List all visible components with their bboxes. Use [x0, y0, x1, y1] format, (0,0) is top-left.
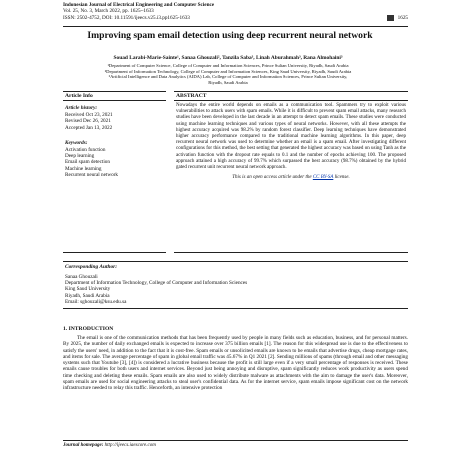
- license-link[interactable]: CC BY-SA: [312, 175, 334, 181]
- corresponding-univ: King Saud University: [65, 286, 111, 293]
- introduction-heading: 1. INTRODUCTION: [63, 326, 114, 332]
- page-footer: [63, 443, 156, 448]
- corresponding-dept: Department of Information Technology, College of Computer and Information Sciences: [65, 280, 248, 287]
- footer-label: Journal homepage:: [63, 443, 104, 448]
- page-number: 1625: [397, 15, 408, 21]
- corresponding-heading: Corresponding Author:: [65, 264, 118, 270]
- journal-volume: Vol. 25, No. 3, March 2022, pp. 1625~1633: [63, 8, 154, 15]
- journal-logo-icon: [387, 15, 394, 21]
- affiliation-line: ²Department of Information Technology, College of Computer and Information Sciences, King Saud University, Riyadh, Saudi Arabia: [104, 68, 352, 74]
- corresponding-city: Riyadh, Saudi Arabia: [65, 292, 110, 299]
- affiliation-line: ³Artificial Intelligence and Data Analytics (AIDA) Lab, College of Computer and Information Sciences, Prince Sultan University,: [108, 74, 348, 80]
- affiliation-line: Riyadh, Saudi Arabia: [208, 79, 248, 85]
- affiliations: [63, 63, 393, 85]
- introduction-text: The email is one of the communication methods that has been frequently used by people in many fields such as education, business, and for personal matters. By 2025, the number of daily exchanged emails is expected to increase over 375 billion emails [1]. The reason for this widespread use is due to the effectiveness to satisfy the users' need, in addition to the fact that it is cost-free. Spam emails or unsolicited emails are known to be emails that advertise drugs, cheap mortgage rates, and items for sale. The average percentage of spam in global email traffic was 45.67% in Q1 2021 [2]. Sending millions of spams (through email and other messaging systems such that Youtube [3], [4]) is considered a lucrative business because the profit is still large even if a very small percentage of responses is received. These emails cause troubles for both users and internet services. Beyond just being annoying and disruptive, spam significantly reduces work productivity as users spend time checking and deleting these emails. Spam emails are also used to widely distribute malware as attachments with the aim to damage the user's data. Moreover, spam emails are used for social engineering attacks to steal user's confidential data. As for the internet service, spam emails impose significant cost on the network infrastructure needed to relay this traffic. Henceforth, an intensive protection: [63, 335, 408, 392]
- history-received: Received Oct 23, 2021: [65, 112, 113, 118]
- article-info-box: [63, 91, 166, 253]
- article-info-heading: Article Info: [63, 92, 166, 101]
- journal-header: [63, 2, 408, 21]
- author-list: Souad Larabi-Marie-Sainte¹, Sanaa Ghouzali², Tanzila Saba³, Linah Aburahmah³, Rana Almohaini³: [113, 55, 343, 61]
- keyword-item: Email spam detection: [65, 159, 110, 166]
- history-revised: Revised Dec 26, 2021: [65, 118, 111, 125]
- keywords-label: Keywords:: [65, 139, 88, 146]
- journal-name: Indonesian Journal of Electrical Engineering and Computer Science: [63, 2, 215, 8]
- license-prefix: This is an open access article under the: [232, 175, 313, 181]
- paper-title: Improving spam email detection using deep recurrent neural network: [87, 30, 373, 41]
- header-divider: [63, 26, 408, 27]
- license-suffix: license.: [333, 175, 350, 181]
- keyword-item: Recurrent neural network: [65, 172, 119, 179]
- corresponding-email[interactable]: Email: sghouzali@ksu.edu.sa: [65, 298, 127, 305]
- history-label: Article history:: [65, 105, 98, 111]
- keyword-item: Activation function: [65, 146, 106, 153]
- abstract-text: Nowadays the entire world depends on emails as a communication tool. Spammers try to exploit various vulnerabilities to attack users with spam emails. While it is difficult to prevent spam email attacks, many research studies have been developed in the last decade in an attempt to detect spam emails. These studies were conducted using machine learning techniques and various types of neural networks. However, with all these attempts the highest accuracy acquired was 98.2% by random forest classifier. Deep learning techniques have demonstrated higher accuracy performance compared to the traditional machine learning algorithms. In this paper, deep recurrent neural network was used to determine whether an email is a spam email. After investigating different configurations for this method, the best setting that generated the highest accuracy was based on using Tanh as the activation function with the dropout rate equals to 0.1 and the number of epochs achieving 100. The proposed approach attained a high accuracy of 99.7% which surpassed the best accuracy (98.7%) obtained by the hybrid gated recurrent unit recurrent neural network approach.: [176, 103, 406, 171]
- corresponding-name: Sanaa Ghouzali: [65, 274, 98, 280]
- journal-issn: ISSN: 2502-4752, DOI: 10.11591/ijeecs.v25.i3.pp1625-1633: [63, 14, 190, 21]
- journal-homepage-link[interactable]: http://ijeecs.iaescore.com: [104, 443, 156, 448]
- footer-divider: [63, 440, 408, 441]
- corresponding-author-box: [63, 261, 408, 309]
- keyword-item: Deep learning: [65, 153, 95, 160]
- keyword-item: Machine learning: [65, 165, 102, 172]
- history-accepted: Accepted Jan 13, 2022: [65, 124, 113, 131]
- abstract-box: [174, 91, 408, 253]
- abstract-heading: ABSTRACT: [174, 92, 408, 101]
- license-note: [174, 175, 408, 180]
- affiliation-line: ¹Department of Computer Science, College of Computer and Information Sciences, Prince Sultan University, Riyadh, Saudi Arabia: [107, 63, 349, 68]
